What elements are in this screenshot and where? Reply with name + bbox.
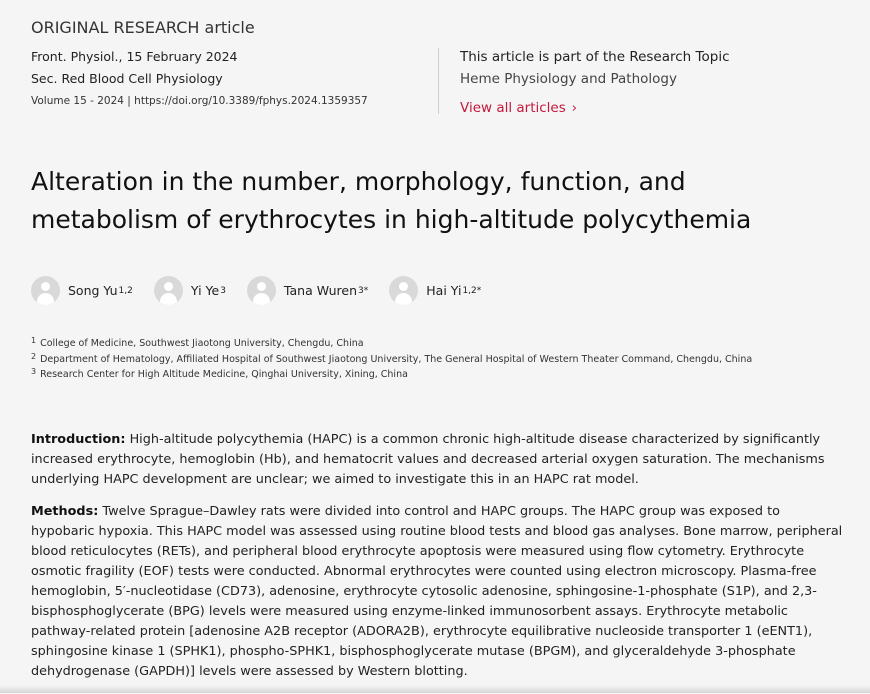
abstract [31, 430, 846, 694]
author-affil-sup: 1,2 [118, 285, 133, 296]
view-all-label: View all articles [460, 100, 566, 116]
journal-date: Front. Physiol., 15 February 2024 [31, 49, 238, 64]
avatar-icon [31, 276, 60, 305]
doi-link[interactable]: https://doi.org/10.3389/fphys.2024.1359357 [134, 95, 368, 107]
article-meta [31, 49, 368, 115]
affiliation-text: College of Medicine, Southwest Jiaotong University, Chengdu, China [40, 338, 364, 349]
chevron-right-icon: › [571, 101, 577, 116]
separator: | [127, 95, 131, 107]
volume: Volume 15 - 2024 [31, 95, 124, 107]
author-tana-wuren[interactable] [247, 276, 368, 305]
article-title [31, 163, 831, 239]
affiliation-text: Research Center for High Altitude Medicine, Qinghai University, Xining, China [40, 369, 408, 380]
affiliation-item [31, 349, 752, 365]
author-affil-sup: 3* [358, 285, 369, 296]
author-hai-yi[interactable] [389, 276, 481, 305]
author-yi-ye[interactable] [154, 276, 226, 305]
avatar-icon [247, 276, 276, 305]
volume-doi [31, 93, 368, 115]
author-name: Tana Wuren [283, 283, 358, 298]
methods-text: Twelve Sprague–Dawley rats were divided into control and HAPC groups. The HAPC group was exposed to hypobaric hypoxia. This HAPC model was assessed using routine blood tests and blood gas analyses. Bone marrow, peripheral blood reticulocytes (RETs), and peripheral blood erythrocyte apoptosis were measured using flow cytometry. Erythrocyte osmotic fragility (EOF) tests were conducted. Abnormal erythrocytes were counted using electron microscopy. Plasma-free hemoglobin, 5′-nucleotidase (CD73), adenosine, erythrocyte cytosolic adenosine, sphingosine-1-phosphate (S1P), and 2,3-bisphosphoglycerate (BPG) levels were measured using enzyme-linked immunosorbent assays. Erythrocyte metabolic pathway-related protein [adenosine A2B receptor (ADORA2B), erythrocyte equilibrative nucleoside transporter 1 (eENT1), sphingosine kinase 1 (SPHK1), phospho-SPHK1, bisphosphoglycerate mutase (BPGM), and glyceraldehyde 3-phosphate dehydrogenase (GAPDH)] levels were assessed by Western blotting. [31, 504, 843, 679]
article-type: ORIGINAL RESEARCH article [31, 18, 255, 37]
affiliation-number: 2 [31, 351, 37, 361]
affiliations [31, 333, 752, 380]
author-name: Song Yu [68, 283, 118, 298]
topic-intro: This article is part of the Research Topic [460, 49, 730, 65]
introduction-text: High-altitude polycythemia (HAPC) is a common chronic high-altitude disease characterized by significantly increased erythrocyte, hemoglobin (Hb), and hematocrit values and decreased arterial oxygen saturation. The mechanisms underlying HAPC development are unclear; we aimed to investigate this in an HAPC rat model. [31, 432, 825, 487]
author-affil-sup: 1,2* [462, 285, 482, 296]
title-line-2: metabolism of erythrocytes in high-altitude polycythemia [31, 205, 752, 234]
author-name: Yi Ye [190, 283, 220, 298]
author-name: Hai Yi [426, 283, 462, 298]
affiliation-text: Department of Hematology, Affiliated Hospital of Southwest Jiaotong University, The General Hospital of Western Theater Command, Chengdu, China [40, 353, 753, 365]
view-all-articles-link[interactable] [460, 100, 730, 116]
author-song-yu[interactable] [31, 276, 133, 305]
author-list [31, 276, 502, 305]
vertical-divider [438, 48, 439, 114]
section-link[interactable]: Sec. Red Blood Cell Physiology [31, 71, 223, 86]
methods-label: Methods: [31, 504, 99, 519]
affiliation-item [31, 364, 752, 380]
affiliation-item [31, 333, 752, 349]
title-line-1: Alteration in the number, morphology, function, and [31, 167, 686, 196]
topic-name-link[interactable]: Heme Physiology and Pathology [460, 71, 677, 87]
abstract-introduction [31, 430, 846, 490]
affiliation-number: 1 [31, 336, 37, 345]
avatar-icon [154, 276, 183, 305]
research-topic [460, 49, 730, 116]
introduction-label: Introduction: [31, 432, 126, 447]
author-affil-sup: 3 [220, 285, 226, 296]
abstract-methods [31, 502, 846, 682]
avatar-icon [389, 276, 418, 305]
affiliation-number: 3 [31, 367, 37, 376]
bottom-shadow [0, 685, 870, 693]
